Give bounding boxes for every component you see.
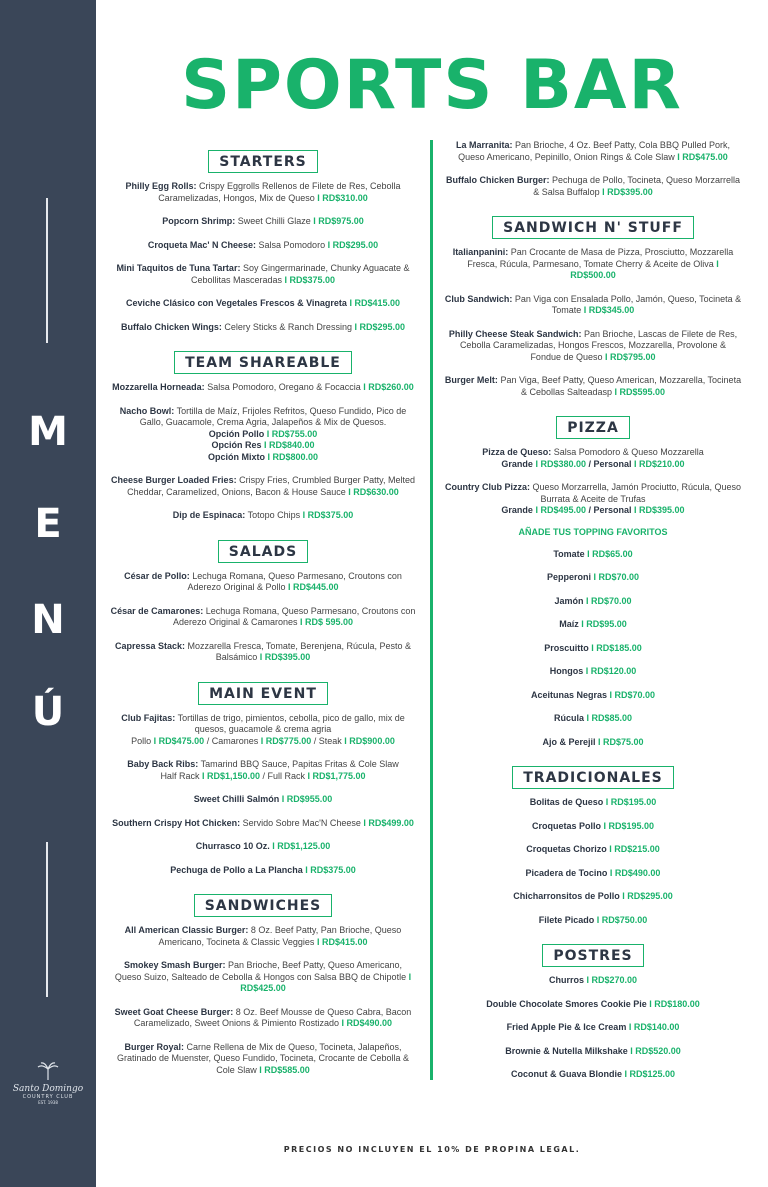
menu-item: Picadera de Tocino I RD$490.00 <box>525 867 661 878</box>
section-postres <box>444 938 742 975</box>
menu-letter-n: N <box>31 597 65 643</box>
topping-item: Aceitunas Negras I RD$70.00 <box>530 689 656 700</box>
menu-item: Double Chocolate Smores Cookie Pie I RD$180.00 <box>486 998 700 1009</box>
section-team-shareable <box>110 345 416 382</box>
menu-item: La Marranita: Pan Brioche, 4 Oz. Beef Patty, Cola BBQ Pulled Pork, Queso Americano, Pepinillo, Onion Rings & Cole Slaw I RD$475.00 <box>456 140 730 162</box>
toppings-title: AÑADE TUS TOPPING FAVORITOS <box>518 526 668 537</box>
section-main-event <box>110 676 416 713</box>
topping-item: Jamón I RD$70.00 <box>554 595 632 606</box>
topping-item: Maíz I RD$95.00 <box>559 619 627 629</box>
section-heading: TEAM SHAREABLE <box>174 351 352 374</box>
menu-item: All American Classic Burger: 8 Oz. Beef Patty, Pan Brioche, Queso Americano, Tocineta & Classic Veggies I RD$415.00 <box>124 925 402 947</box>
menu-item: Bolitas de Queso I RD$195.00 <box>529 797 657 807</box>
menu-item: Philly Egg Rolls: Crispy Eggrolls Rellenos de Filete de Res, Cebolla Caramelizadas, Hongos, Mix de Queso I RD$310.00 <box>125 181 401 203</box>
section-starters <box>110 144 416 181</box>
menu-item: César de Pollo: Lechuga Romana, Queso Parmesano, Croutons con Aderezo Original & Pollo I RD$445.00 <box>124 570 402 592</box>
menu-item: César de Camarones: Lechuga Romana, Queso Parmesano, Croutons con Aderezo Original & Camarones I RD$ 595.00 <box>110 605 416 627</box>
topping-item: Pepperoni I RD$70.00 <box>546 572 640 582</box>
right-column <box>444 140 742 1093</box>
topping-item: Tomate I RD$65.00 <box>553 548 633 559</box>
logo-sub: COUNTRY CLUB <box>22 1094 74 1100</box>
palm-tree-icon <box>37 1062 59 1080</box>
menu-item: Cheese Burger Loaded Fries: Crispy Fries, Crumbled Burger Patty, Melted Cheddar, Caramelized, Onions, Bacon & House Sauce I RD$630.00 <box>111 475 415 497</box>
section-heading: SANDWICHES <box>194 894 333 917</box>
menu-item: Brownie & Nutella Milkshake I RD$520.00 <box>505 1045 681 1056</box>
section-heading: PIZZA <box>556 416 630 439</box>
sidebar <box>0 0 96 1187</box>
menu-item: Fried Apple Pie & Ice Cream I RD$140.00 <box>506 1022 680 1032</box>
menu-item: Nacho Bowl: Tortilla de Maíz, Frijoles Refritos, Queso Fundido, Pico de Gallo, Guacamole, Crema Agria, Jalapeños & Mix de Quesos. Opción Pollo I RD$755.00 Opción Res I RD$840.00 Opción Mixto I RD$800.00 <box>119 405 407 462</box>
menu-item: Italianpanini: Pan Crocante de Masa de Pizza, Prosciutto, Mozzarella Fresca, Rúcula, Parmesano, Tomate Cherry & Aceite de Oliva I RD$500.00 <box>452 247 734 280</box>
footer-note: PRECIOS NO INCLUYEN EL 10% DE PROPINA LEGAL. <box>283 1145 581 1154</box>
column-divider <box>430 140 433 1080</box>
logo-script: Santo Domingo <box>12 1084 84 1094</box>
menu-item: Mini Taquitos de Tuna Tartar: Soy Gingermarinade, Chunky Aguacate & Cebollitas Masceradas I RD$375.00 <box>116 263 410 285</box>
menu-item: Philly Cheese Steak Sandwich: Pan Brioche, Lascas de Filete de Res, Cebolla Caramelizadas, Hongos Frescos, Mozzarella, Provolone & Fondue de Queso I RD$795.00 <box>448 328 738 362</box>
menu-item: Filete Picado I RD$750.00 <box>538 914 648 925</box>
section-heading: TRADICIONALES <box>512 766 674 789</box>
page-title: SPORTS BAR <box>181 46 683 125</box>
section-sandwich-stuff <box>444 210 742 247</box>
menu-item: Pizza de Queso: Salsa Pomodoro & Queso Mozzarella Grande I RD$380.00 / Personal I RD$210.00 <box>482 447 704 469</box>
menu-item: Baby Back Ribs: Tamarind BBQ Sauce, Papitas Fritas & Cole Slaw Half Rack I RD$1,150.00 / Full Rack I RD$1,775.00 <box>127 759 399 781</box>
menu-item: Croquetas Chorizo I RD$215.00 <box>526 844 660 854</box>
menu-item: Sweet Chilli Salmón I RD$955.00 <box>193 794 333 804</box>
section-heading: SANDWICH N' STUFF <box>492 216 694 239</box>
menu-item: Club Sandwich: Pan Viga con Ensalada Pollo, Jamón, Queso, Tocineta & Tomate I RD$345.00 <box>444 293 742 315</box>
menu-item: Popcorn Shrimp: Sweet Chilli Glaze I RD$975.00 <box>162 216 364 226</box>
menu-item: Churrasco 10 Oz. I RD$1,125.00 <box>195 841 331 851</box>
menu-item: Croqueta Mac' N Cheese: Salsa Pomodoro I RD$295.00 <box>147 239 379 250</box>
topping-item: Hongos I RD$120.00 <box>549 666 637 676</box>
section-heading: MAIN EVENT <box>198 682 328 705</box>
section-sandwiches <box>110 888 416 925</box>
menu-item: Country Club Pizza: Queso Morzarrella, Jamón Prociutto, Rúcula, Queso Burrata & Aceite de Trufas Grande I RD$495.00 / Personal I RD$395.00 <box>444 482 742 515</box>
menu-item: Southern Crispy Hot Chicken: Servido Sobre Mac'N Cheese I RD$499.00 <box>112 817 414 828</box>
topping-item: Ajo & Perejil I RD$75.00 <box>542 736 644 747</box>
menu-item: Buffalo Chicken Wings: Celery Sticks & Ranch Dressing I RD$295.00 <box>120 321 405 332</box>
sidebar-line-top <box>46 198 48 343</box>
menu-letter-e: E <box>34 501 62 547</box>
menu-item: Club Fajitas: Tortillas de trigo, pimientos, cebolla, pico de gallo, mix de quesos, guacamole & crema agria Pollo I RD$475.00 / Camarones I RD$775.00 / Steak I RD$900.00 <box>121 712 405 746</box>
menu-item: Chicharronsitos de Pollo I RD$295.00 <box>513 891 673 901</box>
menu-item: Capressa Stack: Mozzarella Fresca, Tomate, Berenjena, Rúcula, Pesto & Balsámico I RD$395.00 <box>115 640 411 662</box>
menu-item: Churros I RD$270.00 <box>548 975 638 985</box>
menu-item: Mozzarella Horneada: Salsa Pomodoro, Oregano & Focaccia I RD$260.00 <box>112 382 414 392</box>
section-heading: POSTRES <box>542 944 643 967</box>
topping-item: Rúcula I RD$85.00 <box>553 713 633 723</box>
section-heading: STARTERS <box>208 150 318 173</box>
menu-letter-m: M <box>28 409 68 455</box>
country-club-logo <box>8 1062 88 1105</box>
menu-item: Burger Royal: Carne Rellena de Mix de Queso, Tocineta, Jalapeños, Gratinado de Muenster, Queso Fundido, Tocineta, Crocante de Cebolla & Cole Slaw I RD$585.00 <box>116 1041 409 1075</box>
section-salads <box>110 534 416 571</box>
sidebar-line-bottom <box>46 842 48 997</box>
menu-item: Smokey Smash Burger: Pan Brioche, Beef Patty, Queso Americano, Queso Suizo, Salteado de Cebolla & Hongos con Salsa BBQ de Chipotle I RD$425.00 <box>114 960 412 993</box>
section-pizza <box>444 410 742 447</box>
left-column <box>110 140 416 1088</box>
section-tradicionales <box>444 760 742 797</box>
menu-letter-u: Ú <box>31 689 65 735</box>
topping-item: Proscuitto I RD$185.00 <box>544 642 642 653</box>
menu-item: Dip de Espinaca: Totopo Chips I RD$375.00 <box>172 510 354 520</box>
section-heading: SALADS <box>218 540 308 563</box>
menu-item: Ceviche Clásico con Vegetales Frescos & Vinagreta I RD$415.00 <box>126 298 400 308</box>
menu-item: Buffalo Chicken Burger: Pechuga de Pollo, Tocineta, Queso Morzarrella & Salsa Buffalop I RD$395.00 <box>446 175 740 197</box>
menu-item: Pechuga de Pollo a La Plancha I RD$375.00 <box>170 864 356 875</box>
logo-est: EST. 1938 <box>38 1100 58 1105</box>
menu-item: Sweet Goat Cheese Burger: 8 Oz. Beef Mousse de Queso Cabra, Bacon Caramelizado, Sweet Onions & Pimiento Rostizado I RD$490.00 <box>114 1006 412 1028</box>
menu-item: Coconut & Guava Blondie I RD$125.00 <box>510 1069 676 1079</box>
menu-item: Burger Melt: Pan Viga, Beef Patty, Queso American, Mozzarella, Tocineta & Cebollas Salteadasp I RD$595.00 <box>444 375 742 397</box>
menu-item: Croquetas Pollo I RD$195.00 <box>531 820 655 831</box>
